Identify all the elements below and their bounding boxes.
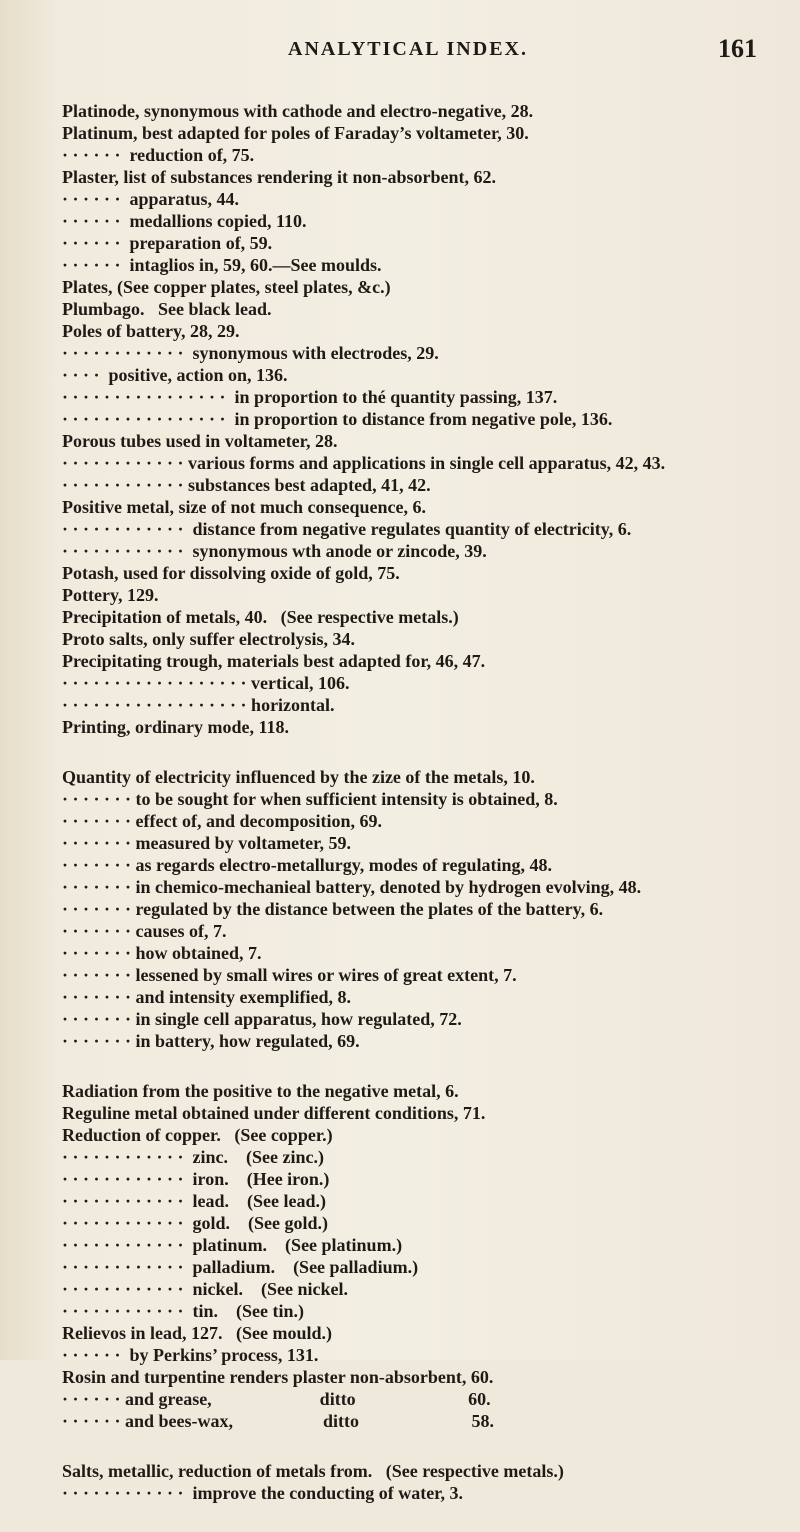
index-entry: · · · · · · · effect of, and decomposition, 69. <box>62 811 382 831</box>
index-entry: Poles of battery, 28, 29. <box>62 321 240 341</box>
index-entry: Radiation from the positive to the negative metal, 6. <box>62 1081 459 1101</box>
index-entry: · · · · · · · in single cell apparatus, how regulated, 72. <box>62 1009 462 1029</box>
index-entry: Positive metal, size of not much consequence, 6. <box>62 497 426 517</box>
index-entry: · · · · · · · and intensity exemplified, 8. <box>62 987 352 1007</box>
index-entry: · · · · · · · · · · · · nickel. (See nickel. <box>62 1279 349 1299</box>
index-entry: · · · · · · preparation of, 59. <box>62 233 273 253</box>
index-entry: · · · · · · · · · · · · lead. (See lead.) <box>62 1191 327 1211</box>
index-entry: · · · · · · · in battery, how regulated, 69. <box>62 1031 360 1051</box>
index-entry: · · · · · · medallions copied, 110. <box>62 211 307 231</box>
index-entry: · · · · · · · · · · · · synonymous wth anode or zincode, 39. <box>62 541 487 561</box>
index-section <box>62 100 782 738</box>
index-section <box>62 766 782 1052</box>
index-entry: Potash, used for dissolving oxide of gold, 75. <box>62 563 400 583</box>
index-entry: · · · · · · and grease, ditto 60. <box>62 1389 491 1409</box>
index-entry: Precipitating trough, materials best adapted for, 46, 47. <box>62 651 486 671</box>
index-entry: · · · · · · · how obtained, 7. <box>62 943 262 963</box>
index-entry: · · · · · · · · · · · · various forms and applications in single cell apparatus, 42, 43. <box>62 453 666 473</box>
index-entry: Reguline metal obtained under different conditions, 71. <box>62 1103 486 1123</box>
index-entry: · · · · · · by Perkins’ process, 131. <box>62 1345 319 1365</box>
index-entry: · · · · · · · · · · · · zinc. (See zinc.) <box>62 1147 324 1167</box>
index-entry: Reduction of copper. (See copper.) <box>62 1125 333 1145</box>
index-entry: Quantity of electricity influenced by the zize of the metals, 10. <box>62 767 535 787</box>
index-entry: · · · · · · · · · · · · improve the conducting of water, 3. <box>62 1483 464 1503</box>
index-entry: · · · · · · · · · · · · · · · · · · horizontal. <box>62 695 335 715</box>
index-entry: · · · · · · · · · · · · synonymous with electrodes, 29. <box>62 343 439 363</box>
index-entry: · · · · · · · regulated by the distance between the plates of the battery, 6. <box>62 899 604 919</box>
page-number: 161 <box>718 34 757 63</box>
index-entry: · · · · · · · in chemico-mechanieal battery, denoted by hydrogen evolving, 48. <box>62 877 642 897</box>
index-entry: · · · · · · · · · · · · distance from negative regulates quantity of electricity, 6. <box>62 519 632 539</box>
index-entry: · · · · · · · · · · · · · · · · · · vertical, 106. <box>62 673 350 693</box>
index-entry: Precipitation of metals, 40. (See respective metals.) <box>62 607 459 627</box>
index-entry: · · · · · · · · · · · · iron. (Hee iron.) <box>62 1169 330 1189</box>
index-entry: · · · · · · · causes of, 7. <box>62 921 227 941</box>
index-entry: · · · · · · · as regards electro-metallurgy, modes of regulating, 48. <box>62 855 552 875</box>
index-entry: · · · · · · · · · · · · · · · · in proportion to distance from negative pole, 136. <box>62 409 613 429</box>
index-entry: · · · · · · · · · · · · platinum. (See platinum.) <box>62 1235 403 1255</box>
index-entry: · · · · positive, action on, 136. <box>62 365 288 385</box>
index-body <box>62 100 782 1532</box>
index-entry: · · · · · · · · · · · · palladium. (See palladium.) <box>62 1257 419 1277</box>
index-entry: Proto salts, only suffer electrolysis, 34. <box>62 629 355 649</box>
index-entry: · · · · · · reduction of, 75. <box>62 145 255 165</box>
index-entry: Relievos in lead, 127. (See mould.) <box>62 1323 332 1343</box>
index-entry: · · · · · · · · · · · · · · · · in proportion to thé quantity passing, 137. <box>62 387 558 407</box>
index-entry: · · · · · · · measured by voltameter, 59. <box>62 833 351 853</box>
index-entry: · · · · · · · lessened by small wires or wires of great extent, 7. <box>62 965 517 985</box>
index-entry: Printing, ordinary mode, 118. <box>62 717 290 737</box>
index-entry: · · · · · · intaglios in, 59, 60.—See moulds. <box>62 255 382 275</box>
index-entry: Rosin and turpentine renders plaster non-absorbent, 60. <box>62 1367 494 1387</box>
index-entry: Platinum, best adapted for poles of Faraday’s voltameter, 30. <box>62 123 529 143</box>
index-entry: · · · · · · · · · · · · tin. (See tin.) <box>62 1301 305 1321</box>
index-entry: · · · · · · and bees-wax, ditto 58. <box>62 1411 495 1431</box>
index-entry: Plates, (See copper plates, steel plates, &c.) <box>62 277 391 297</box>
index-entry: Porous tubes used in voltameter, 28. <box>62 431 338 451</box>
index-entry: Platinode, synonymous with cathode and electro-negative, 28. <box>62 101 534 121</box>
index-entry: Salts, metallic, reduction of metals from. (See respective metals.) <box>62 1461 564 1481</box>
index-section <box>62 1460 782 1504</box>
index-entry: · · · · · · · · · · · · substances best adapted, 41, 42. <box>62 475 431 495</box>
running-head: ANALYTICAL INDEX. <box>288 38 528 60</box>
index-entry: Plaster, list of substances rendering it non-absorbent, 62. <box>62 167 497 187</box>
index-entry: · · · · · · · to be sought for when sufficient intensity is obtained, 8. <box>62 789 558 809</box>
page-header <box>0 28 800 68</box>
index-entry: Pottery, 129. <box>62 585 159 605</box>
index-entry: · · · · · · apparatus, 44. <box>62 189 240 209</box>
index-entry: · · · · · · · · · · · · gold. (See gold.) <box>62 1213 329 1233</box>
index-entry: Plumbago. See black lead. <box>62 299 272 319</box>
index-section <box>62 1080 782 1432</box>
